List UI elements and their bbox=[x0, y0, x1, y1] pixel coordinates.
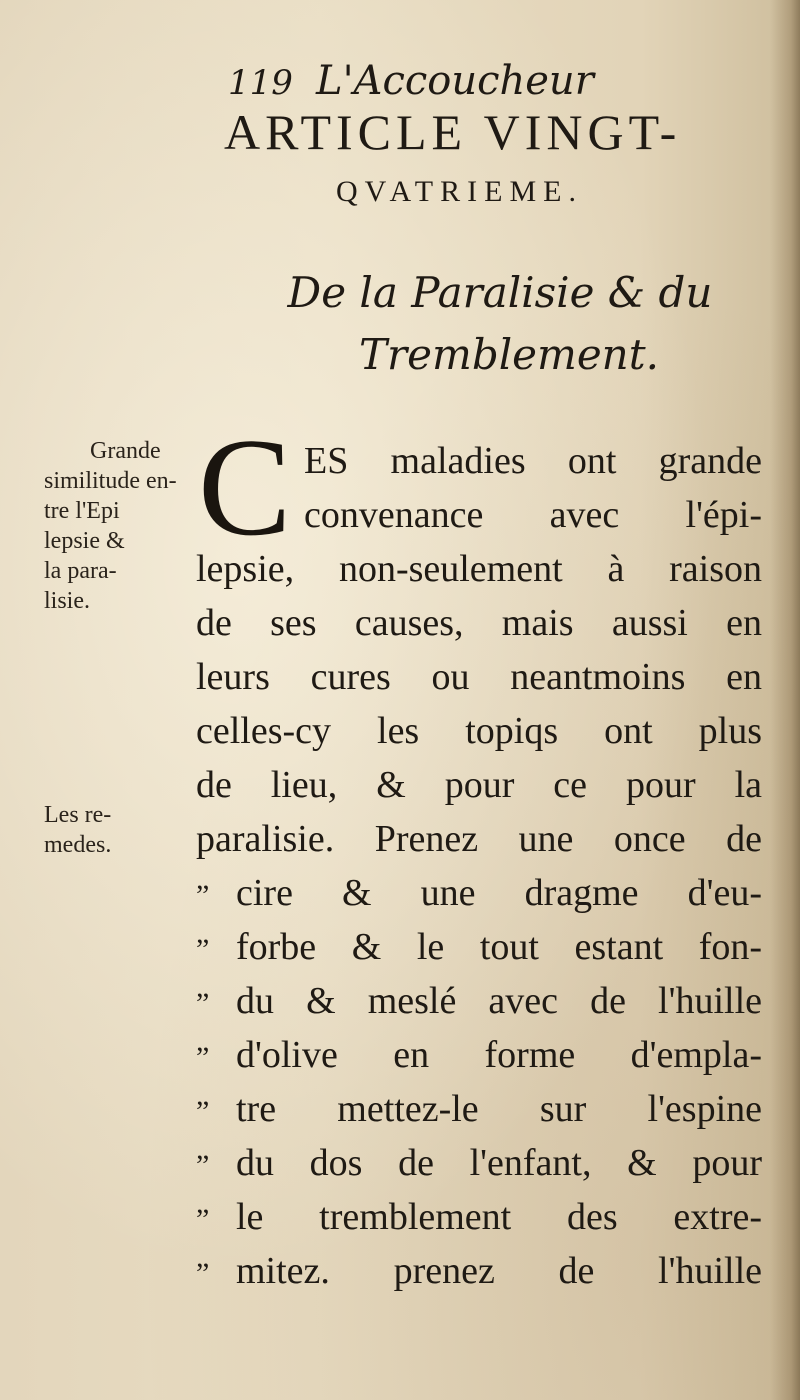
quoted-line bbox=[196, 1244, 762, 1298]
text-line: forbe & le tout estant fon- bbox=[236, 926, 762, 968]
quoted-line bbox=[196, 1136, 762, 1190]
article-subheading: QVATRIEME. bbox=[336, 175, 583, 208]
body-text bbox=[196, 434, 762, 1298]
page-gutter-shadow bbox=[770, 0, 800, 1400]
margin-note-remedes bbox=[44, 800, 194, 860]
quote-mark: ” bbox=[196, 1203, 210, 1236]
text-line: du dos de l'enfant, & pour bbox=[236, 1142, 762, 1184]
text-line: de ses causes, mais aussi en bbox=[196, 602, 762, 644]
quoted-line bbox=[196, 974, 762, 1028]
quoted-line bbox=[196, 1028, 762, 1082]
quoted-line bbox=[196, 1082, 762, 1136]
margin-note-line: tre l'Epi bbox=[44, 498, 120, 524]
text-line: convenance avec l'épi- bbox=[304, 494, 762, 536]
page-number: 119 bbox=[228, 63, 293, 103]
drop-cap: C bbox=[198, 410, 292, 565]
quoted-line bbox=[196, 1190, 762, 1244]
chapter-title-line-1: De la Paralisie & du bbox=[287, 268, 713, 317]
quote-mark: ” bbox=[196, 1041, 210, 1074]
text-line: ES maladies ont grande bbox=[304, 440, 762, 482]
margin-note-line: lepsie & bbox=[44, 528, 125, 554]
quote-mark: ” bbox=[196, 1095, 210, 1128]
running-head bbox=[228, 58, 668, 106]
text-line: d'olive en forme d'empla- bbox=[236, 1034, 762, 1076]
chapter-title bbox=[240, 262, 760, 386]
margin-note-line: Les re- bbox=[44, 802, 112, 828]
quote-mark: ” bbox=[196, 1257, 210, 1290]
text-line: le tremblement des extre- bbox=[236, 1196, 762, 1238]
text-line: mitez. prenez de l'huille bbox=[236, 1250, 762, 1292]
text-line: lepsie, non-seulement à raison bbox=[196, 548, 762, 590]
margin-note-line: lisie. bbox=[44, 588, 90, 614]
article-heading: ARTICLE VINGT- bbox=[224, 104, 682, 160]
text-line: cire & une dragme d'eu- bbox=[236, 872, 762, 914]
margin-note-line: similitude en- bbox=[44, 468, 177, 494]
quote-mark: ” bbox=[196, 879, 210, 912]
text-line: celles-cy les topiqs ont plus bbox=[196, 710, 762, 752]
margin-note-similitude bbox=[44, 436, 194, 616]
text-line: leurs cures ou neantmoins en bbox=[196, 656, 762, 698]
margin-note-line: Grande bbox=[90, 438, 161, 464]
quoted-line bbox=[196, 920, 762, 974]
text-line: du & meslé avec de l'huille bbox=[236, 980, 762, 1022]
quote-mark: ” bbox=[196, 987, 210, 1020]
text-line: paralisie. Prenez une once de bbox=[196, 818, 762, 860]
margin-note-line: la para- bbox=[44, 558, 117, 584]
text-line: de lieu, & pour ce pour la bbox=[196, 764, 762, 806]
running-title: L'Accoucheur bbox=[316, 58, 594, 104]
quote-mark: ” bbox=[196, 1149, 210, 1182]
margin-note-line: medes. bbox=[44, 832, 112, 858]
chapter-title-line-2: Tremblement. bbox=[359, 330, 659, 379]
quote-mark: ” bbox=[196, 933, 210, 966]
quoted-line bbox=[196, 866, 762, 920]
text-line: tre mettez-le sur l'espine bbox=[236, 1088, 762, 1130]
